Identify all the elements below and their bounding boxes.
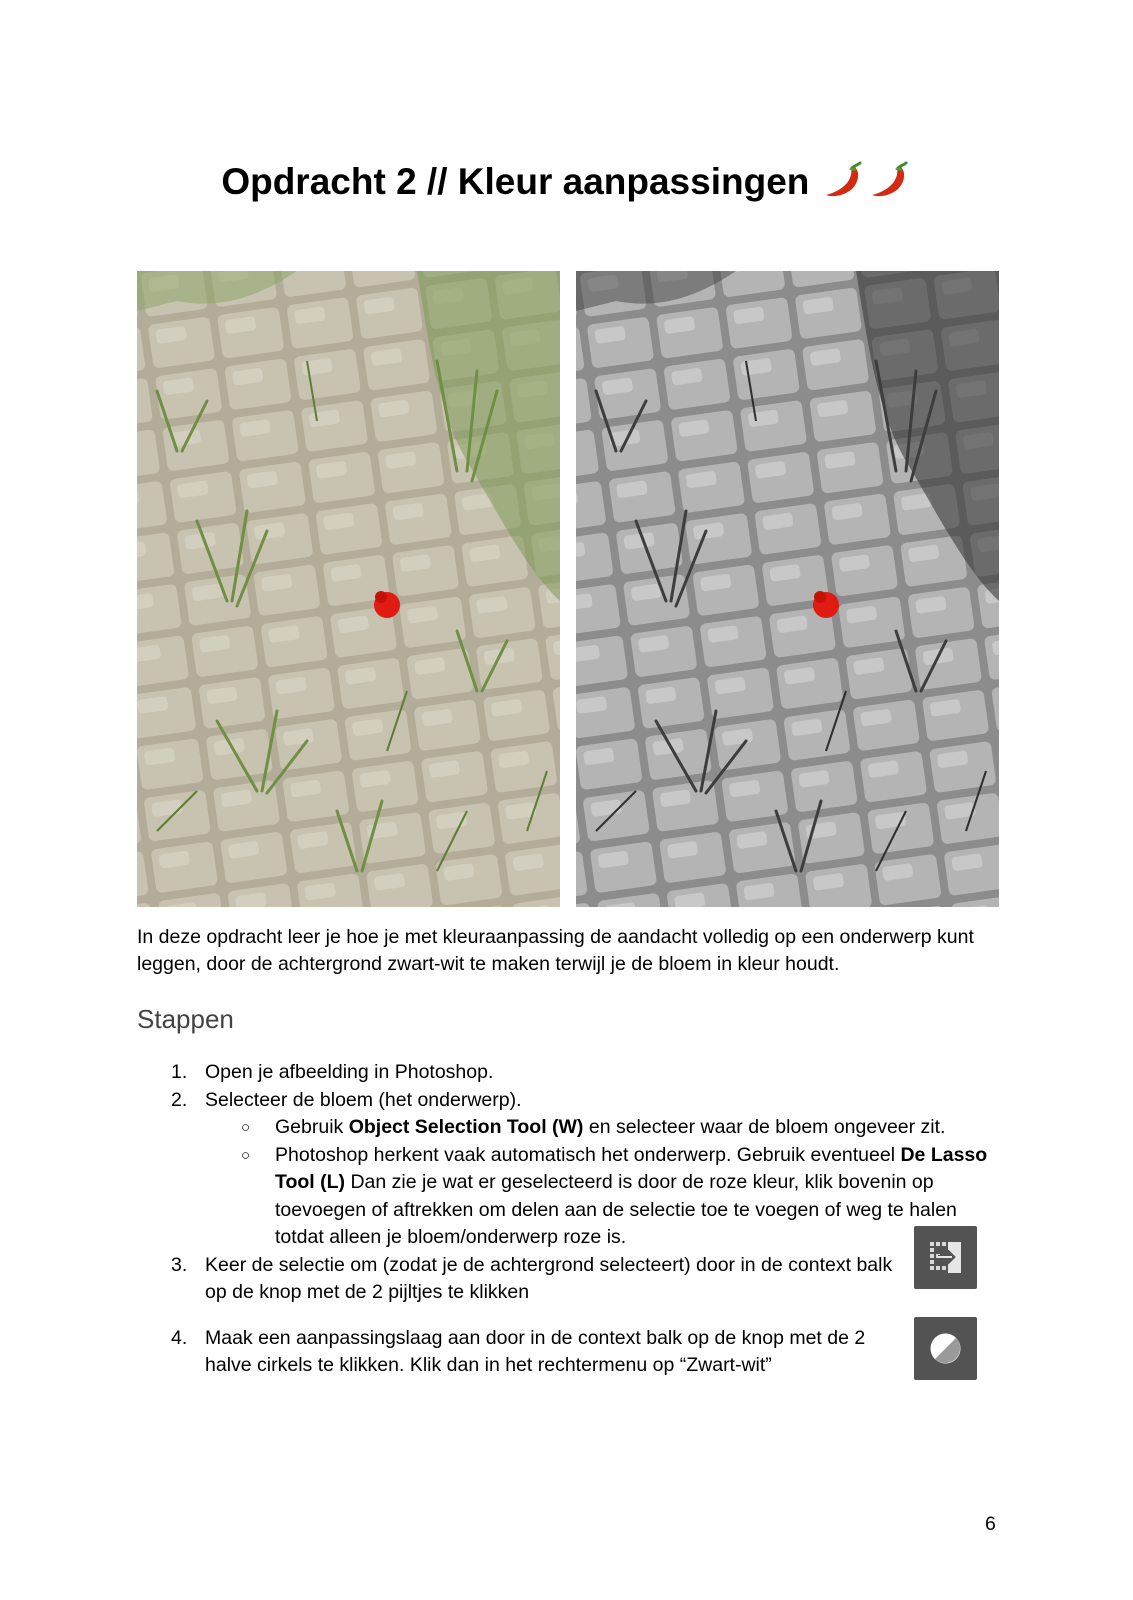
sub-text-post: Dan zie je wat er geselecteerd is door de roze kleur, klik bovenin op toevoegen of aftrekken om delen aan de selectie toe te voegen of weg te halen totdat alleen je bloem/onderwerp roze is. — [275, 1171, 957, 1248]
adjustment-layer-icon — [914, 1317, 977, 1380]
intro-text: In deze opdracht leer je hoe je met kleuraanpassing de aandacht volledig op een onderwerp kunt leggen, door de achtergrond zwart-wit te maken terwijl je de bloem in kleur houdt. — [137, 926, 974, 975]
list-item — [137, 1087, 1007, 1115]
step-number: 1. — [171, 1061, 188, 1083]
steps-list — [137, 1059, 1007, 1380]
sub-list-item — [137, 1142, 1007, 1252]
chili-pepper-icon — [868, 158, 912, 202]
page-title — [0, 158, 1133, 206]
invert-selection-icon — [914, 1226, 977, 1289]
title-text: Opdracht 2 // Kleur aanpassingen — [221, 160, 810, 202]
list-item — [137, 1059, 1007, 1087]
section-heading: Stappen — [137, 1004, 234, 1034]
step-number: 3. — [171, 1253, 188, 1276]
step-number: 2. — [171, 1088, 188, 1111]
page-number: 6 — [985, 1513, 996, 1535]
step-text: Keer de selectie om (zodat je de achtergrond selecteert) door in de context balk op de knop met de 2 pijltjes te klikken — [205, 1253, 893, 1303]
step-number: 4. — [171, 1326, 188, 1349]
tool-name: De Lasso Tool (L) — [275, 1143, 988, 1193]
step-text: Open je afbeelding in Photoshop. — [205, 1061, 494, 1083]
sub-text-pre: Gebruik — [275, 1116, 349, 1138]
sub-text-pre: Photoshop herkent vaak automatisch het onderwerp. Gebruik eventueel — [275, 1143, 901, 1166]
sub-list-item — [137, 1114, 1007, 1142]
edited-photo — [576, 271, 999, 907]
sub-text-post: en selecteer waar de bloem ongeveer zit. — [583, 1116, 946, 1138]
circle-bullet-icon: ○ — [241, 1119, 251, 1136]
list-item — [137, 1252, 1007, 1307]
list-item — [137, 1325, 1007, 1380]
chili-pepper-icon — [822, 158, 866, 202]
tool-name: Object Selection Tool (W) — [348, 1116, 584, 1138]
original-photo — [137, 271, 560, 907]
step-text: Selecteer de bloem (het onderwerp). — [205, 1088, 522, 1111]
circle-bullet-icon: ○ — [241, 1146, 251, 1164]
step-text: Maak een aanpassingslaag aan door in de context balk op de knop met de 2 halve cirkels te klikken. Klik dan in het rechtermenu op “Zwart-wit” — [205, 1326, 866, 1376]
